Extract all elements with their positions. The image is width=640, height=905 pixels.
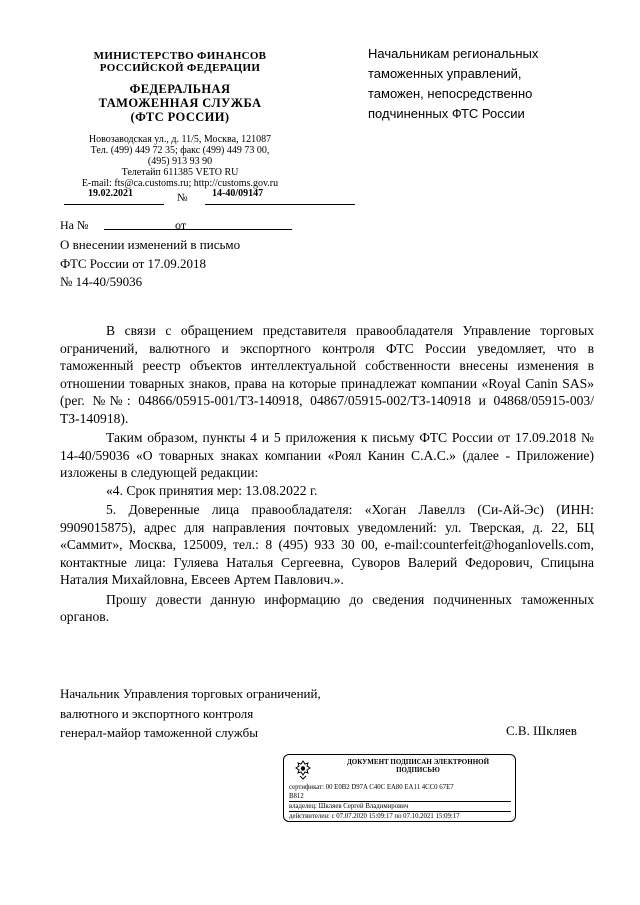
body-paragraph-5: Прошу довести данную информацию до сведения подчиненных таможенных органов. [60, 591, 594, 624]
signer-title-line-1: Начальник Управления торговых ограничений, [60, 686, 321, 701]
service-line-1: ФЕДЕРАЛЬНАЯ [129, 82, 231, 96]
document-date: 19.02.2021 [88, 188, 133, 199]
addressee-line-3: таможен, непосредственно [368, 86, 533, 101]
signer-title-line-2: валютного и экспортного контроля [60, 705, 254, 721]
stamp-certificate: сертификат: 00 E0B2 D97A C40C EA80 EA11 4CC0 67E7 [289, 784, 454, 791]
reply-reference-row [60, 218, 320, 234]
ministry-line-1: МИНИСТЕРСТВО ФИНАНСОВ [93, 50, 267, 62]
ministry-line-2: РОССИЙСКОЙ ФЕДЕРАЦИИ [99, 62, 261, 74]
subject-line-1: О внесении изменений в письмо [60, 237, 241, 252]
addressee-line-1: Начальникам региональных [368, 46, 539, 61]
stamp-owner: владелец: Шкляев Сергей Владимирович [289, 802, 511, 812]
service-line-2: ТАМОЖЕННАЯ СЛУЖБА [98, 96, 262, 110]
addressee-line-4: подчиненных ФТС России [368, 106, 525, 121]
stamp-title-line-1: ДОКУМЕНТ ПОДПИСАН ЭЛЕКТРОННОЙ [346, 758, 490, 766]
number-sign: № [177, 192, 188, 204]
signer-title-line-3: генерал-майор таможенной службы [60, 725, 258, 740]
address-line-4: Телетайп 611385 VETO RU [121, 167, 239, 178]
body-paragraph-2: Таким образом, пункты 4 и 5 приложения к письму ФТС России от 17.09.2018 № 14-40/59036 «О товарных знаках компании «Роял Канин С.А.С.» (далее - Приложение) изложены в следующей редакции: [60, 430, 594, 480]
stamp-details [289, 783, 511, 822]
number-underline [205, 204, 355, 205]
reply-date-blank [192, 229, 292, 230]
address-line-2: Тел. (499) 449 72 35; факс (499) 449 73 00, [90, 145, 270, 156]
signer-name: С.В. Шкляев [506, 723, 577, 738]
e-signature-stamp [283, 754, 516, 822]
stamp-validity: действителен: с 07.07.2020 15:09:17 по 07.10.2021 15:09:17 [289, 812, 511, 822]
subject [60, 236, 240, 292]
address-line-1: Новозаводская ул., д. 11/5, Москва, 121087 [88, 134, 272, 145]
stamp-certificate-cont: B812 [289, 792, 511, 802]
registration-row [60, 186, 300, 208]
body-paragraph-4: 5. Доверенные лица правообладателя: «Хоган Лавеллз (Си-Ай-Эс) (ИНН: 9909015875), адрес для направления почтовых уведомлений: ул. Тверская, д. 22, БЦ «Саммит», Москва, 125009, тел.: 8 (495) 933 30 00, e-mail:counterfeit@hoganlovells.com, контактные лица: Гуляева Наталья Сергеевна, Суворов Валерий Федорович, Спицына Наталия Михайловна, Евсеев Артем Павлович.». [60, 502, 594, 587]
signature-block [60, 684, 321, 743]
stamp-title [324, 758, 512, 774]
letterhead [60, 50, 300, 189]
document-number: 14-40/09147 [212, 188, 264, 199]
addressee-line-2: таможенных управлений, [368, 66, 522, 81]
body-paragraph-1: В связи с обращением представителя правообладателя Управление торговых ограничений, валютного и экспортного контроля ФТС России уведомляет, что в таможенный реестр объектов интеллектуальной собственности внесены изменения в отношении товарных знаков, права на которые принадлежат компании «Royal Canin SAS» (рег. №№: 04866/05915-001/ТЗ-140918, 04867/05915-002/ТЗ-140918 и 04868/05915-003/ТЗ-140918). [60, 323, 594, 426]
stamp-title-line-2: ПОДПИСЬЮ [396, 766, 440, 774]
subject-line-3: № 14-40/59036 [60, 274, 143, 289]
subject-line-2: ФТС России от 17.09.2018 [60, 255, 207, 271]
address-line-3: (495) 913 93 90 [147, 156, 213, 167]
emblem-icon [292, 759, 314, 781]
reply-number-label: На № [60, 218, 89, 232]
address-line-5: E-mail: fts@ca.customs.ru; http://customs.gov.ru [81, 178, 279, 189]
service-line-3: (ФТС РОССИИ) [130, 110, 230, 124]
letter-body [60, 322, 594, 626]
body-paragraph-3: «4. Срок принятия мер: 13.08.2022 г. [106, 482, 318, 498]
reply-date-label: от [175, 218, 187, 232]
date-underline [64, 204, 164, 205]
addressee [368, 44, 538, 124]
